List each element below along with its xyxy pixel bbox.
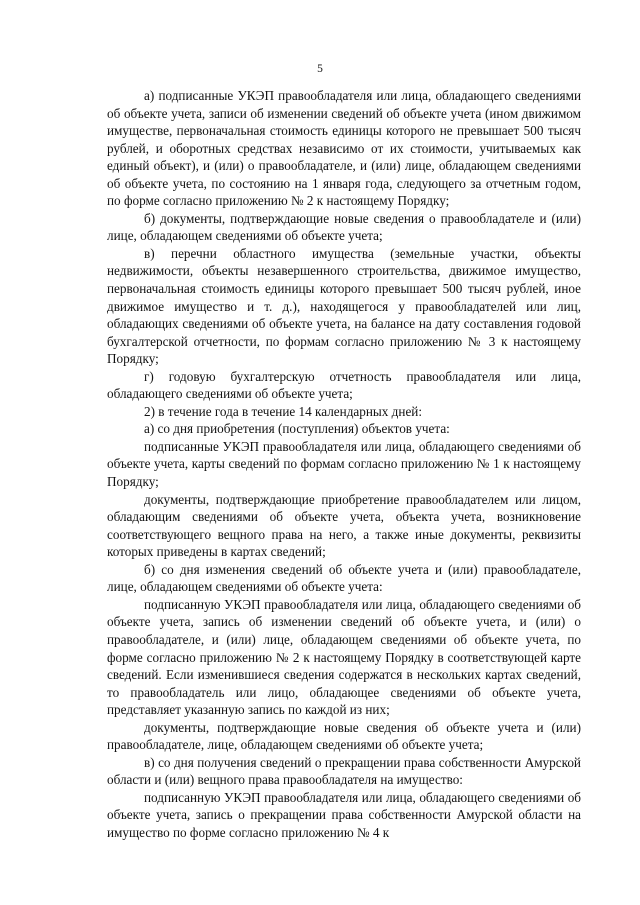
paragraph-b-documents: б) документы, подтверждающие новые сведения о правообладателе и (или) лице, обладающем сведениями об объекте учета;: [107, 210, 581, 244]
paragraph-signed-cards: подписанные УКЭП правообладателя или лица, обладающего сведениями об объекте учета, карты сведений по формам согласно приложению № 1 к настоящему Порядку;: [107, 438, 581, 490]
paragraph-acquisition-documents: документы, подтверждающие приобретение правообладателем или лицом, обладающим сведениями об объекте учета, объекта учета, возникновение соответствующего вещного права на него, а также иные документы, реквизиты которых приведены в картах сведений;: [107, 491, 581, 560]
page-number: 5: [317, 63, 323, 75]
paragraph-2-during-year: 2) в течение года в течение 14 календарных дней:: [144, 403, 423, 419]
paragraph-signed-termination-record: подписанную УКЭП правообладателя или лица, обладающего сведениями об объекте учета, запись о прекращении права собственности Амурской области на имущество по форме согласно приложению № 4 к: [107, 789, 581, 840]
paragraph-g-accounting-report: г) годовую бухгалтерскую отчетность правообладателя или лица, обладающего сведениями об объекте учета;: [107, 368, 581, 402]
paragraph-a-acquisition: а) со дня приобретения (поступления) объектов учета:: [144, 421, 450, 437]
paragraph-v-termination: в) со дня получения сведений о прекращении права собственности Амурской области и (или) вещного права правообладателя на имущество:: [107, 754, 581, 788]
paragraph-change-documents: документы, подтверждающие новые сведения об объекте учета и (или) правообладателе, лице, обладающем сведениями об объекте учета;: [107, 719, 581, 753]
paragraph-b-changes: б) со дня изменения сведений об объекте учета и (или) правообладателе, лице, обладающем сведениями об объекте учета:: [107, 561, 581, 595]
paragraph-a-annual-records: а) подписанные УКЭП правообладателя или лица, обладающего сведениями об объекте учета, записи об изменении сведений об объекте учета (ином движимом имуществе, первоначальная стоимость единицы которого не превышает 500 тысяч рублей, и оборотных средствах независимо от их стоимости, учитываемых как единый объект), и (или) о правообладателе, и (или) лице, обладающем сведениями об объекте учета, по состоянию на 1 января года, следующего за отчетным годом, по форме согласно приложению № 2 к настоящему Порядку;: [107, 88, 581, 209]
body-text: [107, 87, 581, 842]
paragraph-v-property-lists: в) перечни областного имущества (земельные участки, объекты недвижимости, объекты незавершенного строительства, движимое имущество, первоначальная стоимость единицы которого превышает 500 тысяч рублей, иное движимое имущество и т. д.), находящегося у правообладателей или лиц, обладающих сведениями об объекте учета, на балансе на дату составления годовой бухгалтерской отчетности, по формам согласно приложению № 3 к настоящему Порядку;: [107, 245, 581, 367]
paragraph-signed-change-record: подписанную УКЭП правообладателя или лица, обладающего сведениями об объекте учета, запись об изменении сведений об объекте учета, и (или) о правообладателе, и (или) лице, обладающем сведениями об объекте учета, по форме согласно приложению № 2 к настоящему Порядку в соответствующей карте сведений. Если изменившиеся сведения содержатся в нескольких картах сведений, то правообладатель или лицо, обладающее сведениями об объекте учета, представляет указанную запись по каждой из них;: [107, 596, 581, 718]
